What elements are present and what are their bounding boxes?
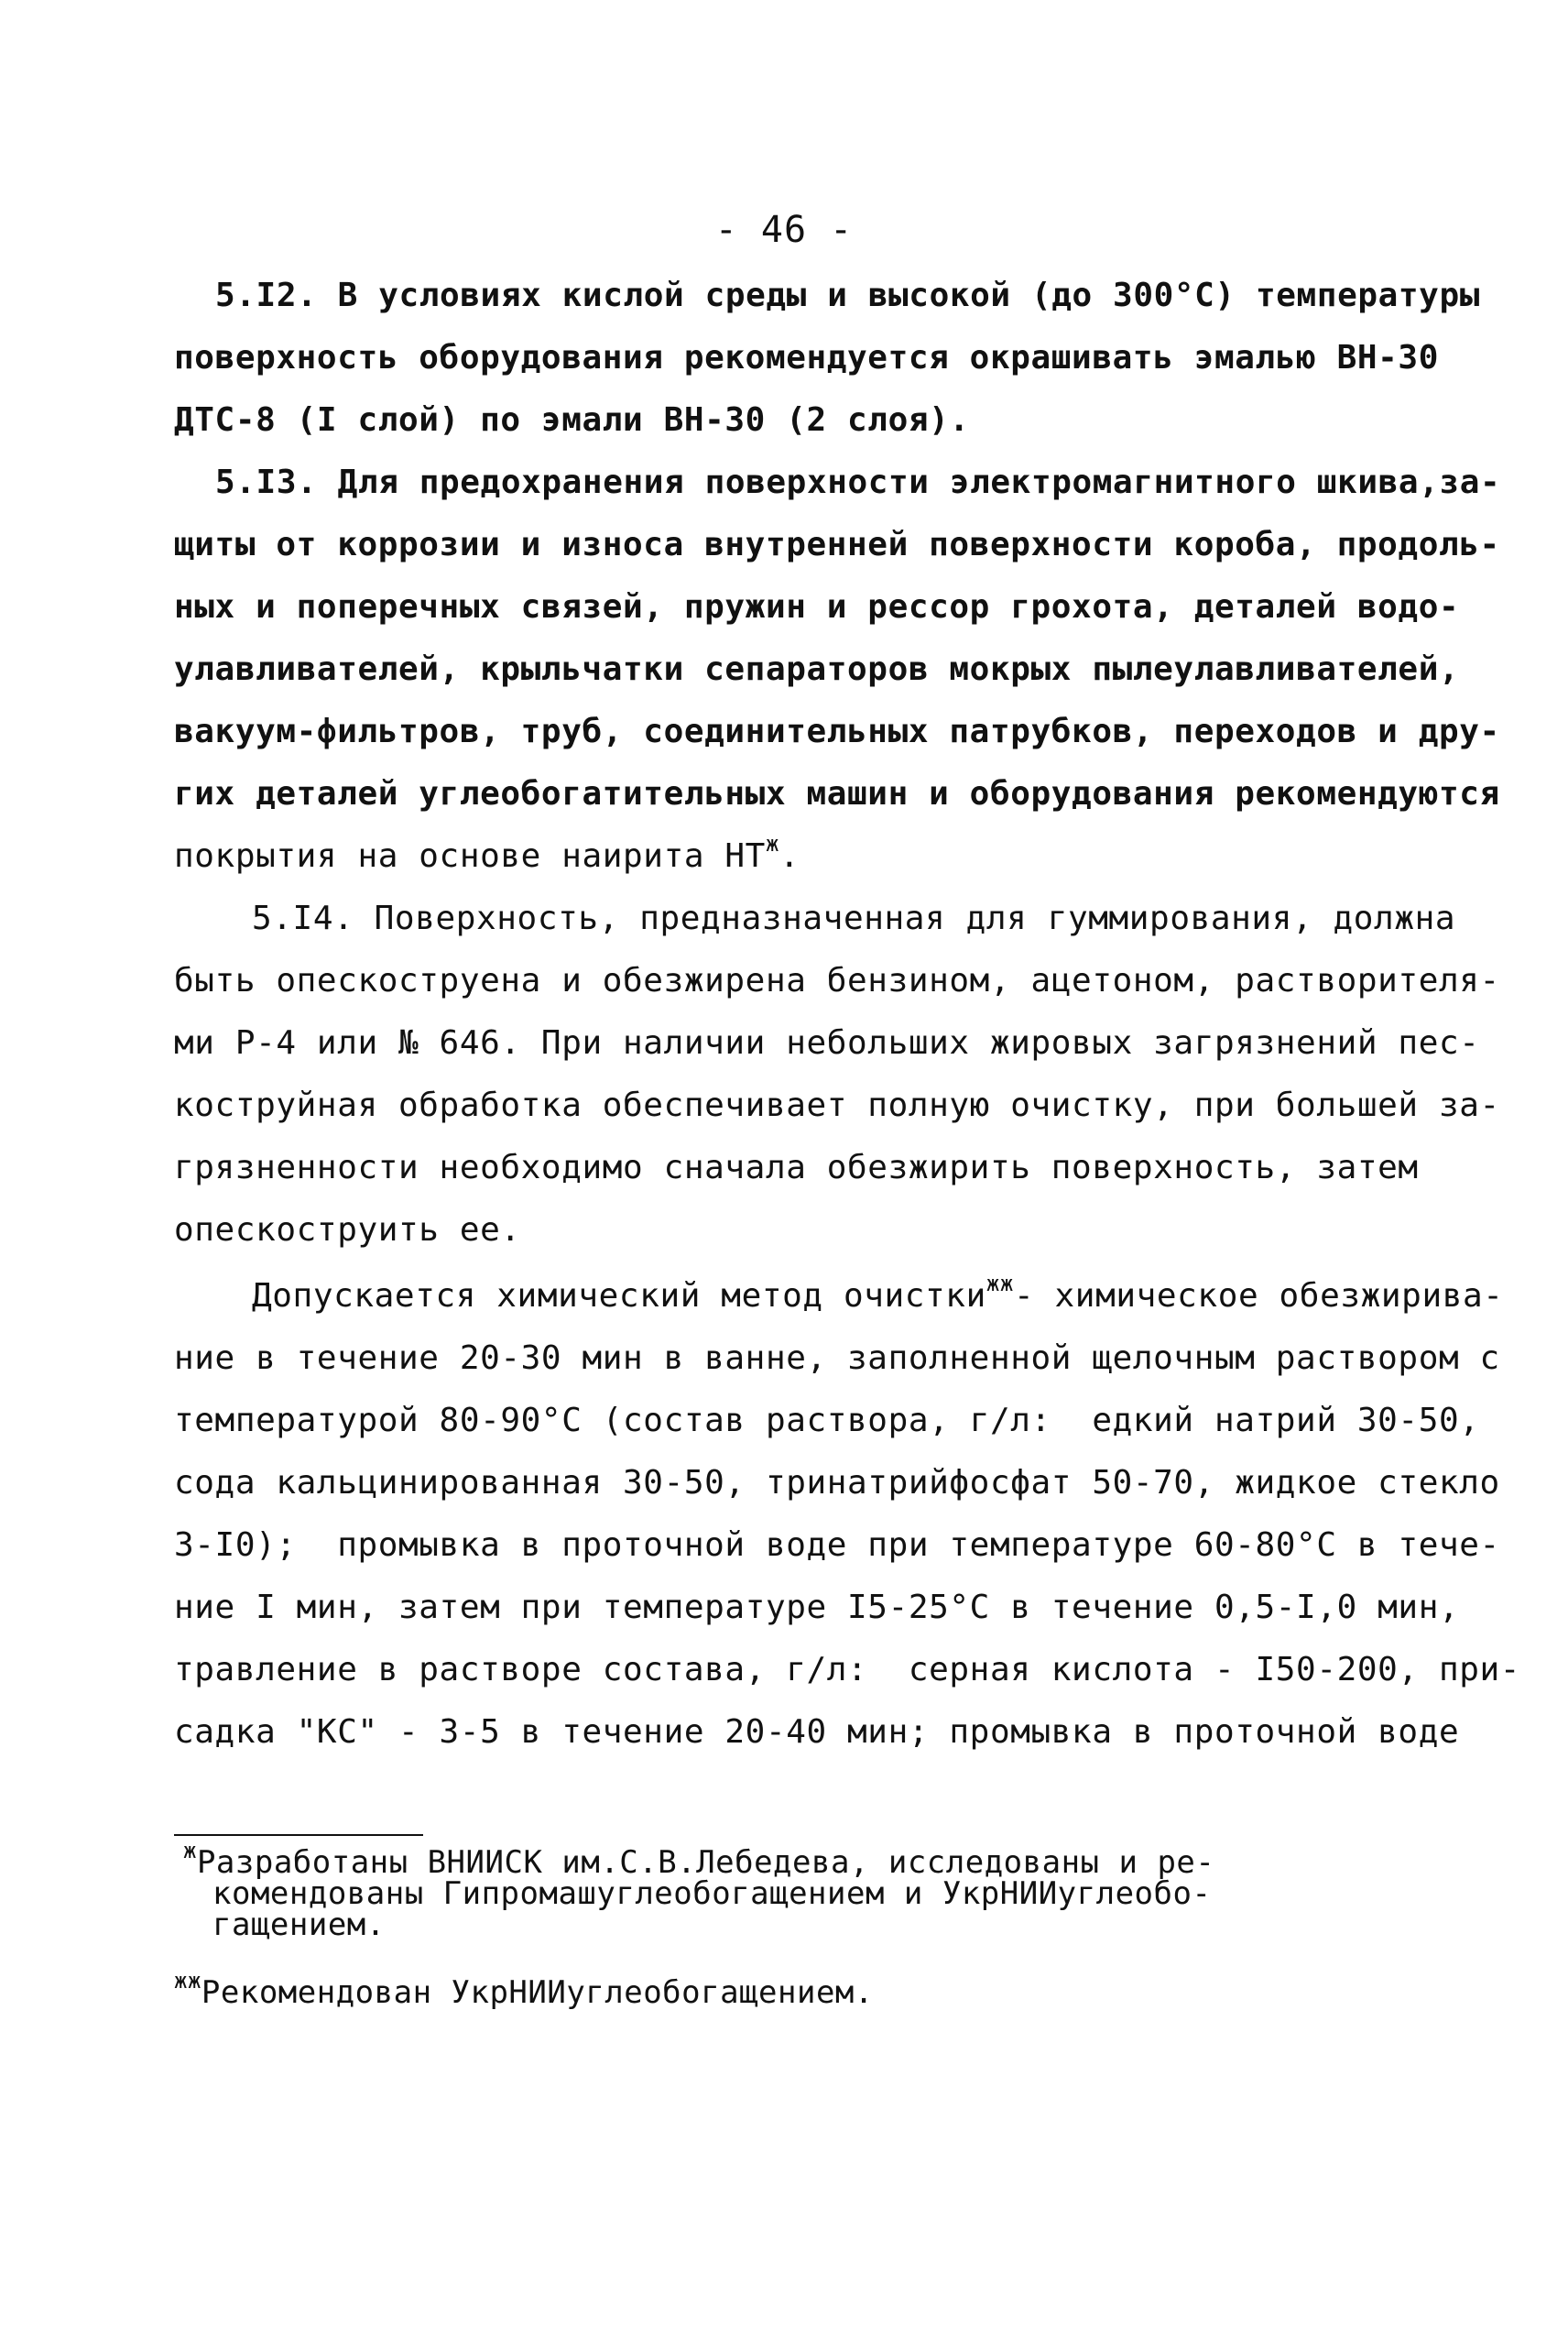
footnote-1-mark: ж bbox=[183, 1837, 197, 1863]
p513-line-7-end: . bbox=[779, 837, 800, 875]
pchem-line-6: ние I мин, затем при температуре I5-25°С в течение 0,5-I,0 мин, bbox=[174, 1589, 1460, 1626]
footnote-mark-1: ж bbox=[765, 831, 780, 857]
pchem-line-7: травление в растворе состава, г/л: серная кислота - I50-200, при- bbox=[174, 1651, 1521, 1688]
p514-line-2: быть опескоструена и обезжирена бензином, ацетоном, растворителя- bbox=[174, 962, 1500, 1000]
p514-line-5: грязненности необходимо сначала обезжирить поверхность, затем bbox=[174, 1149, 1419, 1186]
footnote-1-line-2: комендованы Гипромашуглеобогащением и УкрНИИуглеобо- bbox=[212, 1875, 1212, 1912]
p514-line-4: коструйная обработка обеспечивает полную очистку, при большей за- bbox=[174, 1087, 1500, 1124]
footnote-1-line-1-text: Разработаны ВНИИСК им.С.В.Лебедева, исследованы и ре- bbox=[196, 1844, 1215, 1881]
pchem-line-1 bbox=[252, 1271, 1504, 1317]
pchem-line-4: сода кальцинированная 30-50, тринатрийфосфат 50-70, жидкое стекло bbox=[174, 1464, 1500, 1502]
footnote-mark-2: жж bbox=[985, 1271, 1014, 1296]
footnote-2-mark: жж bbox=[174, 1967, 201, 1994]
p514-line-3: ми Р-4 или № 646. При наличии небольших жировых загрязнений пес- bbox=[174, 1024, 1480, 1062]
p513-line-1: 5.I3. Для предохранения поверхности электромагнитного шкива,за- bbox=[215, 464, 1501, 501]
footnote-1-line-1 bbox=[183, 1837, 1215, 1881]
footnote-1-line-3: гащением. bbox=[212, 1906, 386, 1943]
page-number: - 46 - bbox=[714, 209, 854, 251]
pchem-line-1-text: Допускается химический метод очистки bbox=[252, 1277, 986, 1315]
footnote-2-line-1-text: Рекомендован УкрНИИуглеобогащением. bbox=[201, 1974, 874, 2011]
p512-line-1-text: 5.I2. В условиях кислой среды и высокой (до 300°C) bbox=[215, 277, 1236, 314]
pchem-line-1-end: - химическое обезжирива- bbox=[1013, 1277, 1504, 1315]
p513-line-7-text: покрытия на основе наирита НТ bbox=[174, 837, 766, 875]
pchem-line-8: садка "КС" - 3-5 в течение 20-40 мин; промывка в проточной воде bbox=[174, 1713, 1460, 1751]
pchem-line-3: температурой 80-90°С (состав раствора, г/л: едкий натрий 30-50, bbox=[174, 1402, 1480, 1439]
p513-line-2: щиты от коррозии и износа внутренней поверхности короба, продоль- bbox=[174, 526, 1500, 563]
p514-line-1: 5.I4. Поверхность, предназначенная для гуммирования, должна bbox=[252, 900, 1456, 937]
p513-line-7 bbox=[174, 831, 800, 878]
p513-line-5: вакуум-фильтров, труб, соединительных патрубков, переходов и дру- bbox=[174, 713, 1500, 750]
footnote-2-line-1 bbox=[174, 1967, 874, 2011]
p513-line-3: ных и поперечных связей, пружин и рессор грохота, деталей водо- bbox=[174, 588, 1460, 626]
footnote-divider bbox=[174, 1834, 423, 1836]
pchem-line-5: 3-I0); промывка в проточной воде при температуре 60-80°С в тече- bbox=[174, 1526, 1500, 1564]
p512-line-1 bbox=[215, 275, 1480, 317]
p513-line-4: улавливателей, крыльчатки сепараторов мокрых пылеулавливателей, bbox=[174, 650, 1460, 688]
p512-line-3: ДТС-8 (I слой) по эмали ВН-30 (2 слоя). bbox=[174, 401, 970, 439]
p512-line-1-end: температуры bbox=[1235, 277, 1480, 314]
pchem-line-2: ние в течение 20-30 мин в ванне, заполненной щелочным раствором с bbox=[174, 1339, 1500, 1377]
p512-line-2: поверхность оборудования рекомендуется окрашивать эмалью ВН-30 bbox=[174, 339, 1439, 377]
p513-line-6: гих деталей углеобогатительных машин и оборудования рекомендуются bbox=[174, 775, 1500, 813]
p514-line-6: опескоструить ее. bbox=[174, 1211, 521, 1249]
